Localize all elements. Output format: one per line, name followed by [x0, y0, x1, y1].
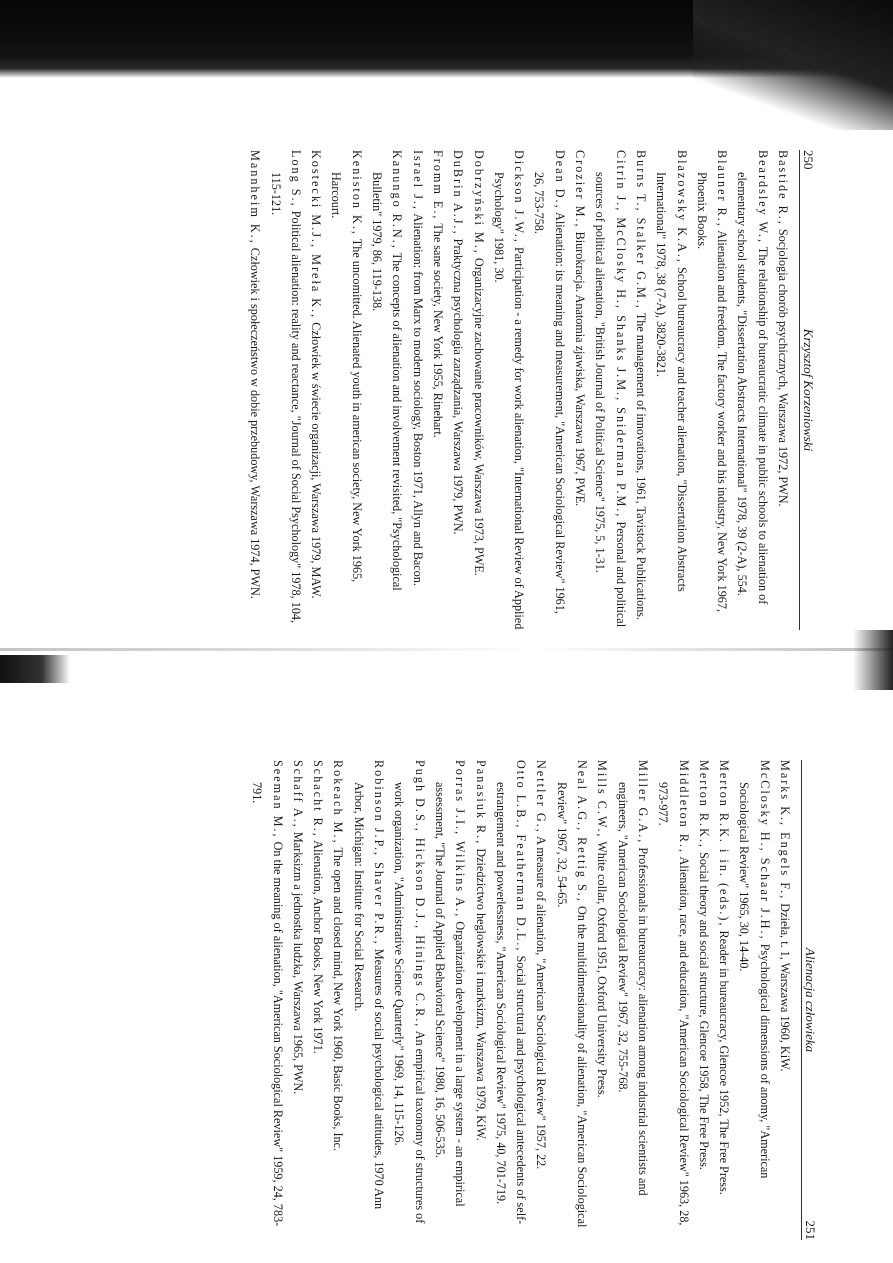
reference-author: Dobrzyński M., [471, 150, 486, 255]
scanner-edge-mark-right [853, 630, 893, 690]
reference-text: The uncomitted. Alienated youth in american society, New York 1965, Harcourt. [329, 172, 364, 583]
running-title: Krzysztof Korzeniowski [801, 328, 816, 452]
scanner-border-top [0, 0, 893, 78]
reference-author: Kanungo R.N., [390, 150, 405, 250]
reference-author: Keniston K., [349, 150, 364, 236]
reference-entry [570, 150, 590, 630]
reference-text: Alienation, race, and education, "American Sociological Review" 1963, 28, 973-977. [656, 782, 691, 1226]
reference-entry [551, 760, 592, 1240]
reference-text: Alienation: from Marx to modern sociology, Boston 1971, Allyn and Bacon. [410, 213, 425, 586]
page-header [801, 760, 822, 1240]
reference-text: Marksizm a jednostka ludzka, Warszawa 1965, PWN. [290, 831, 305, 1095]
reference-entry [531, 760, 551, 1240]
reference-text: Social structural and psychological antecedents of self-estrangement and powerlessness, "American Sociological Review" 1975, 40, 701-719. [493, 782, 529, 1225]
reference-author: Rokeach M., [331, 760, 346, 845]
page-number: 251 [803, 1220, 818, 1240]
reference-entry [245, 150, 265, 630]
reference-author: Merton R.K. i in. (eds.), [717, 760, 732, 928]
reference-list [247, 760, 795, 1240]
reference-entry [694, 760, 714, 1240]
reference-entry [714, 760, 734, 1240]
running-title: Alienacja człowieka [803, 947, 818, 1053]
reference-text: The concepts of alienation and involvement revisited, "Psychological Bulletin" 1979, 86, 119-138. [370, 172, 405, 591]
reference-entry [470, 760, 490, 1240]
page-250 [120, 150, 820, 630]
reference-entry [653, 760, 694, 1240]
page-header [799, 150, 820, 630]
reference-text: Psychological dimensions of anomy, "American Sociological Review" 1965, 30, 14-40. [737, 782, 772, 1179]
reference-author: Dickson J.W., [512, 150, 527, 244]
reference-author: Seeman M., [270, 760, 285, 839]
reference-text: Człowiek i społeczeństwo w dobie przebudowy, Warszawa 1974, PWN. [248, 247, 263, 599]
reference-text: Measures of social psychological attitudes, 1970 Ann Arbor, Michigan: Institute for Social Research. [351, 782, 387, 1210]
reference-author: Neal A.G., Rettig S., [575, 760, 590, 903]
page-number: 250 [801, 150, 816, 170]
reference-author: Schacht R., [311, 760, 326, 838]
reference-text: Dziedzictwo heglowskie i marksizm, Warszawa 1979, KiW. [473, 848, 488, 1141]
reference-entry [590, 150, 631, 630]
reference-entry [773, 150, 793, 630]
reference-text: An empirical taxonomy of structures of work organization, "Administrative Science Quarterly" 1969, 14, 115-126. [392, 782, 427, 1224]
reference-author: Israel J., [410, 150, 425, 211]
reference-text: The sane society, New York 1955, Rinehart. [430, 223, 445, 438]
reference-entry [328, 760, 348, 1240]
reference-author: Fromm E., [430, 150, 445, 221]
reference-author: Blazowsky K.A., [674, 150, 689, 264]
reference-text: Reader in bureaucracy, Glencoe 1952, The Free Press. [717, 930, 732, 1195]
reference-author: Middleton R., [676, 760, 691, 855]
reference-author: Panasiuk R., [473, 760, 488, 846]
reference-entry [775, 760, 795, 1240]
reference-author: Crozier M., [573, 150, 588, 229]
reference-entry [430, 760, 471, 1240]
reference-author: Long S., [288, 150, 303, 208]
reference-entry [592, 760, 612, 1240]
reference-text: On the multidimensionality of alienation, "American Sociological Review" 1967, 32, 54-65. [554, 782, 590, 1228]
reference-entry [265, 150, 306, 630]
reference-entry [651, 150, 692, 630]
reference-author: Mannheim K., [248, 150, 263, 245]
reference-author: Miller G.A., [635, 760, 650, 845]
reference-entry [348, 760, 389, 1240]
reference-entry [428, 150, 448, 630]
reference-author: Nettler G., [534, 760, 549, 834]
scanner-edge-mark-left [0, 655, 70, 683]
reference-text: Alienation: its meaning and measurement, "American Sociological Review" 1961, 26, 753-758. [532, 172, 567, 614]
reference-author: Schaff A., [290, 760, 305, 829]
reference-text: The relationship of bureaucratic climate in public schools to alienation of elementary school students, "Dissertation Abstracts International" 1978, 39 (2-A), 554. [735, 172, 770, 605]
reference-list [245, 150, 793, 630]
reference-author: Pugh D.S., Hickson D.J., Hinings C.R., [412, 760, 427, 1029]
book-spine-fold [0, 648, 893, 651]
reference-author: Robinson J.P., Shaver P.R., [372, 760, 387, 946]
reference-author: Dean D., [552, 150, 567, 210]
reference-text: Professionals in bureaucracy: alienation among industrial scientists and engineers, "American Sociological Review" 1967, 32, 755-768. [615, 782, 650, 1196]
reference-text: Biurokracja. Anatomia zjawiska, Warszawa 1967, PWE. [573, 231, 588, 507]
reference-text: Organizacyjne zachowanie pracowników, Warszawa 1973, PWE. [471, 257, 486, 576]
reference-text: Praktyczna psychologia zarządzania, Warszawa 1979, PWN. [451, 238, 466, 535]
reference-text: Political alienation: reality and reactance, "Journal of Social Psychology" 1978, 104, 115-121. [268, 172, 303, 624]
reference-author: Porras J.I., Wilkins A., [453, 760, 468, 919]
reference-entry [529, 150, 570, 630]
reference-text: On the meaning of alienation, "American Sociological Review" 1959, 24, 783-791. [250, 782, 285, 1227]
reference-entry [306, 150, 326, 630]
reference-entry [612, 760, 653, 1240]
reference-text: Dzieła, t. 1, Warszawa 1960, KiW. [778, 903, 792, 1072]
reference-entry [489, 150, 530, 630]
reference-entry [732, 150, 773, 630]
reference-author: Kostecki M.J., Mreła K., [309, 150, 324, 320]
reference-text: Participation - a remedy for work alienation, "International Review of Applied Psychology" 1981, 30. [491, 172, 527, 630]
reference-author: Beardsley W., [755, 150, 770, 245]
reference-entry [448, 150, 468, 630]
reference-entry [468, 150, 488, 630]
reference-entry [367, 150, 408, 630]
reference-entry [631, 150, 651, 630]
reference-author: Otto L.B., Featherman D.L., [514, 760, 529, 953]
reference-author: Marks K., Engels F., [778, 760, 792, 901]
reference-author: Citrin J., McClosky H., Shanks J.M., Sniderman P.M., [613, 150, 628, 519]
reference-entry [389, 760, 430, 1240]
reference-text: Organization development in a large system - an empirical assessment, "The Journal of Applied Behavioral Science" 1980, 16, 506-535. [432, 782, 468, 1207]
page-251 [122, 760, 822, 1240]
reference-author: DuBrin A.J., [451, 150, 466, 236]
reference-author: Mills C.W., [595, 760, 610, 839]
reference-entry [247, 760, 288, 1240]
reference-text: Social theory and social structure, Glencoe 1958, The Free Press. [696, 852, 711, 1170]
reference-text: The management of innovations, 1961, Tavistock Publications. [633, 312, 648, 621]
reference-entry [491, 760, 532, 1240]
reference-text: White collar, Oxford 1951, Oxford University Press. [595, 841, 610, 1098]
reference-text: Alienation and freedom. The factory worker and his industry, New York 1967, Phoenix Books. [694, 172, 730, 613]
reference-text: Człowiek w świecie organizacji, Warszawa 1979, MAW. [309, 322, 324, 599]
reference-author: Blauner R., [715, 150, 730, 228]
reference-text: A measure of alienation, "American Sociological Review" 1957, 22. [534, 836, 549, 1170]
reference-entry [407, 150, 427, 630]
reference-text: Alienation, Anchor Books, New York 1971. [311, 840, 326, 1054]
reference-author: Bastide R., [776, 150, 790, 226]
reference-author: McClosky H., Schaar J.H., [757, 760, 772, 941]
reference-entry [308, 760, 328, 1240]
reference-author: Merton R.K., [696, 760, 711, 849]
reference-author: Burns T., Stalker G.M., [633, 150, 648, 310]
reference-entry [734, 760, 775, 1240]
reference-entry [326, 150, 367, 630]
reference-text: Socjologia chorób psychicznych, Warszawa 1972, PWN. [776, 228, 790, 507]
reference-entry [288, 760, 308, 1240]
reference-text: School bureaucracy and teacher alienation, "Dissertation Abstracts International" 1978, 38 (7-A), 3820-3821. [654, 172, 689, 592]
reference-text: Personal and political sources of political alienation, "British Journal of Political Science" 1975, 5, 1-31. [593, 172, 628, 628]
reference-text: The open and closed mind, New York 1960, Basic Books, Inc. [331, 847, 346, 1152]
reference-entry [692, 150, 733, 630]
